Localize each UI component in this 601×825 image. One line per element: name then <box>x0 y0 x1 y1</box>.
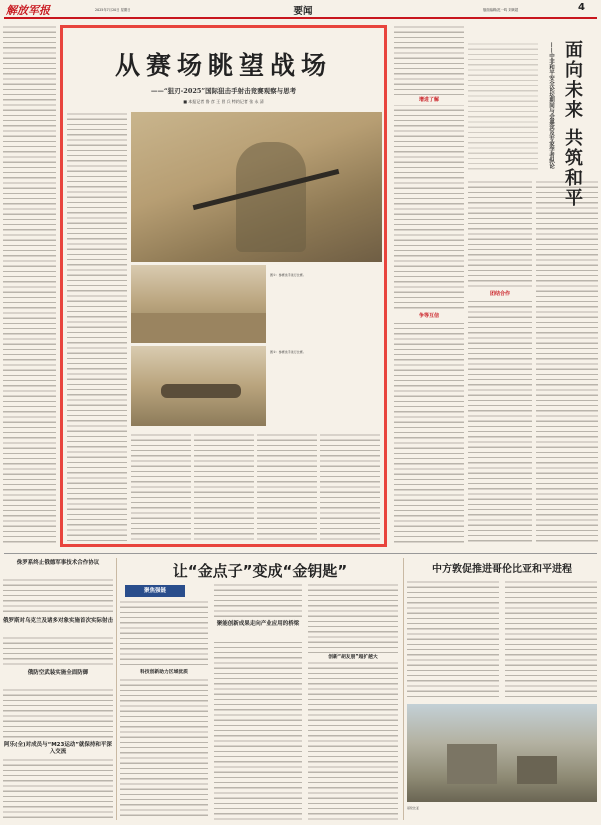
lead-body-lower-2 <box>194 433 254 543</box>
colombia-caption: 哥伦比亚 <box>407 806 420 810</box>
lead-subtitle: ——“狙刃-2025”国际狙击手射击竞赛观察与思考 <box>150 87 297 95</box>
lead-photo-1 <box>131 112 382 262</box>
innovation-headline: 让“金点子”变成“金钥匙” <box>172 562 348 580</box>
lead-byline: ■ 本报记者 鲁 彦 王 冒 兵 特约记者 张 永 清 <box>183 99 264 104</box>
colombia-col-2 <box>505 580 597 700</box>
innovation-col-3 <box>308 583 398 820</box>
masthead-editors: 版面编辑/范一鸣 刘黄超 <box>483 8 519 12</box>
lead-caption-2: 图②：参赛选手进行比赛。 <box>270 350 306 354</box>
photo-building <box>447 744 497 784</box>
innovation-kicker-1: 科技创新助力区域优质 <box>120 668 208 677</box>
lead-body-lower-1 <box>131 433 191 543</box>
right-subheadline: ——中非和平安全论坛期间与会嘉宾及专家学者纵论 <box>548 42 554 169</box>
brief-sidebar <box>3 558 113 823</box>
brief-text-2 <box>3 636 113 666</box>
page-number: 4 <box>578 2 585 13</box>
column-rule-1 <box>116 558 117 820</box>
colombia-article <box>407 558 597 823</box>
lead-body-lower-4 <box>320 433 380 543</box>
photo-shooter <box>161 384 241 398</box>
right-text-col-2 <box>468 180 532 545</box>
section-head-a: 增进了解 <box>394 96 464 105</box>
innovation-article <box>120 558 400 823</box>
right-byline-block <box>468 42 538 172</box>
photo-sandbags <box>131 313 266 343</box>
lead-body-lower-3 <box>257 433 317 543</box>
brief-head-3: 俄防空武装实施全面防御 <box>27 670 89 676</box>
masthead-date: 2025年7月20日 星期日 <box>95 8 131 12</box>
brief-text-4 <box>3 758 113 820</box>
right-intro-text <box>468 42 538 172</box>
brief-head-1: 侏罗系终止俄德军事技术合作协议 <box>16 560 100 566</box>
column-rule-2 <box>403 558 404 820</box>
lead-title: 从赛场眺望战场 <box>114 51 332 80</box>
section-head-c: 团结合作 <box>468 290 532 299</box>
photo-building <box>517 756 557 784</box>
colombia-headline: 中方敦促推进哥伦比亚和平进程 <box>432 564 572 575</box>
masthead-rule <box>4 17 597 19</box>
colombia-photo <box>407 704 597 802</box>
right-text-col-3 <box>536 180 598 545</box>
innovation-kicker-2: 创新“胡友朋”超扩越大 <box>308 653 398 662</box>
innovation-tag: 聚焦强链 <box>125 585 185 597</box>
colombia-col-1 <box>407 580 499 700</box>
innovation-col-1 <box>120 600 208 820</box>
section-name: 要闻 <box>293 6 313 17</box>
left-column-text <box>3 25 56 545</box>
section-head-b: 争等互信 <box>394 312 464 321</box>
lead-body-column <box>67 112 127 542</box>
section-divider <box>4 553 597 554</box>
brief-head-2: 俄罗斯对乌克兰及诸多对象实施首次实际射击 <box>3 618 114 624</box>
innovation-subhead: 聚能创新成果走向产业应用的桥梁 <box>214 620 302 642</box>
lead-article <box>60 25 387 547</box>
brief-text-3 <box>3 688 113 738</box>
innovation-col-2 <box>214 583 302 820</box>
lead-caption-1: 图①：参赛选手进行比赛。 <box>270 273 306 277</box>
lead-photo-2 <box>131 265 266 343</box>
lead-photo-3 <box>131 346 266 426</box>
masthead <box>0 0 601 20</box>
photo-figure <box>236 142 306 252</box>
brief-head-4: 阿乐(全)对成员与“M23运动”就保持和平深入交流 <box>4 742 112 755</box>
brief-text-1 <box>3 578 113 614</box>
right-headline: 面向未来 共筑和平 <box>562 40 583 209</box>
masthead-logo: 解放军报 <box>6 4 50 17</box>
